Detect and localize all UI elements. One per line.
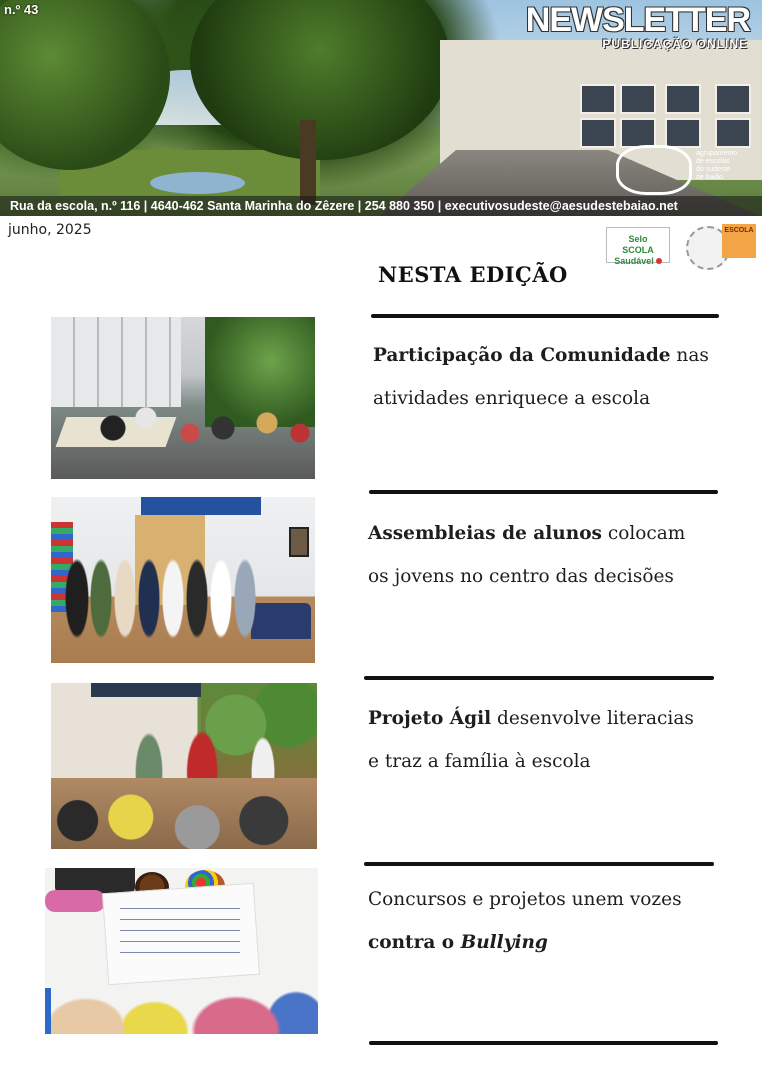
badge-text: Saudável <box>607 256 669 267</box>
badge-text: Selo <box>628 234 648 244</box>
banner-tree <box>190 0 450 160</box>
divider-rule <box>371 314 719 318</box>
article-line: Concursos e projetos unem vozes <box>368 889 682 910</box>
community-market-photo <box>51 317 315 479</box>
divider-rule <box>369 1041 718 1045</box>
escola-tag: ESCOLA <box>722 224 756 258</box>
divider-rule <box>364 676 714 680</box>
newsletter-title: NEWSLETTER <box>525 1 750 39</box>
escola-stamp-badge <box>686 224 756 268</box>
building-window <box>665 118 701 148</box>
article-line: os jovens no centro das decisões <box>368 566 674 587</box>
section-title: NESTA EDIÇÃO <box>378 262 568 287</box>
photo-screen <box>91 683 201 697</box>
banner-puddle <box>150 172 245 194</box>
photo-frame <box>289 527 309 557</box>
photo-pink-object <box>45 890 105 912</box>
photo-children <box>45 968 318 1034</box>
issue-number: n.º 43 <box>4 2 39 17</box>
logo-text-line: do sudeste <box>696 166 731 173</box>
building-window <box>580 118 616 148</box>
article-line: contra o Bullying <box>368 932 548 953</box>
banner-tree <box>0 0 170 170</box>
article-bullying-link[interactable] <box>368 878 718 964</box>
article-line: Projeto Ágil desenvolve literacias <box>368 708 694 729</box>
article-community-link[interactable] <box>373 334 723 420</box>
selo-escola-saudavel-badge <box>606 227 670 266</box>
article-assemblies-link[interactable] <box>368 512 718 598</box>
photo-tape <box>45 988 51 1034</box>
photo-audience <box>51 778 317 849</box>
building-window <box>620 84 656 114</box>
building-window <box>715 84 751 114</box>
building-window <box>715 118 751 148</box>
newsletter-subtitle: PUBLICAÇÃO ONLINE <box>602 37 748 51</box>
building-window <box>665 84 701 114</box>
anti-bullying-poster-photo <box>45 868 318 1034</box>
article-line: Participação da Comunidade nas <box>373 345 709 366</box>
banner-tree-trunk <box>300 120 316 205</box>
address-bar: Rua da escola, n.º 116 | 4640-462 Santa Marinha do Zêzere | 254 880 350 | executivosudeste@aesudestebaiao.net <box>0 196 762 216</box>
publication-date: junho, 2025 <box>8 222 92 238</box>
article-line: atividades enriquece a escola <box>373 388 651 409</box>
theatre-play-photo <box>51 683 317 849</box>
photo-people <box>91 377 311 479</box>
building-window <box>580 84 616 114</box>
header-banner <box>0 0 762 216</box>
logo-text-line: de baião <box>696 174 723 181</box>
student-assembly-photo <box>51 497 315 663</box>
divider-rule <box>364 862 714 866</box>
badge-text: SCOLA <box>622 245 654 255</box>
school-logo-icon <box>616 145 692 195</box>
photo-students-group <box>61 527 261 657</box>
logo-text-line: de escolas <box>696 158 730 165</box>
building-window <box>620 118 656 148</box>
photo-handwriting <box>120 903 240 963</box>
article-agil-link[interactable] <box>368 697 718 783</box>
logo-text-line: agrupamento <box>696 150 738 157</box>
divider-rule <box>369 490 718 494</box>
article-line: e traz a família à escola <box>368 751 591 772</box>
dot-icon <box>656 258 662 264</box>
photo-blind <box>141 497 261 515</box>
school-logo-text <box>696 150 756 182</box>
article-line: Assembleias de alunos colocam <box>368 523 686 544</box>
